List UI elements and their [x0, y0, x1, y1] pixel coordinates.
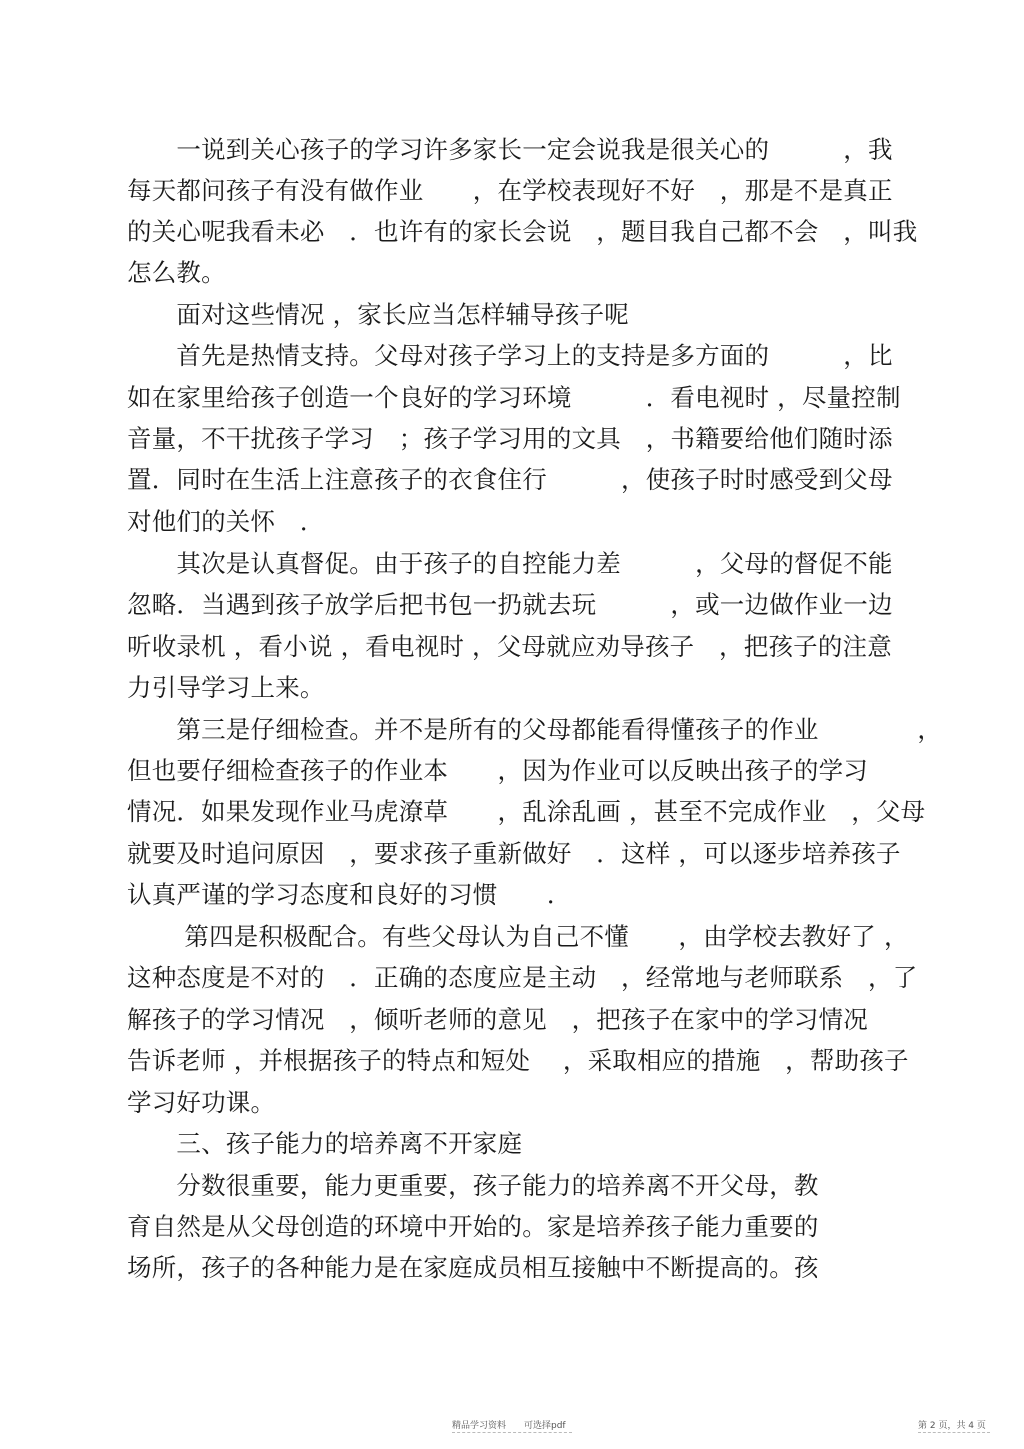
text-line: 音量，不干扰孩子学习 ；孩子学习用的文具 ，书籍要给他们随时添	[127, 424, 893, 453]
text-line: 但也要仔细检查孩子的作业本 ，因为作业可以反映出孩子的学习	[127, 756, 868, 785]
section-heading: 三、孩子能力的培养离不开家庭	[127, 1129, 523, 1158]
text-line: 分数很重要，能力更重要，孩子能力的培养离不开父母，教	[127, 1171, 819, 1200]
text-line: 每天都问孩子有没有做作业 ，在学校表现好不好 ，那是不是真正	[127, 176, 893, 205]
text-line: 的关心呢我看未必 ．也许有的家长会说 ，题目我自己都不会 ，叫我	[127, 217, 918, 246]
text-line: 置．同时在生活上注意孩子的衣食住行 ，使孩子时时感受到父母	[127, 465, 893, 494]
text-line: 如在家里给孩子创造一个良好的学习环境 ．看电视时 ，尽量控制	[127, 383, 901, 412]
footer-divider	[918, 1432, 990, 1433]
text-line: 面对这些情况 ，家长应当怎样辅导孩子呢	[127, 300, 629, 329]
footer-divider	[452, 1432, 572, 1433]
text-line: 听收录机 ，看小说 ，看电视时 ，父母就应劝导孩子 ，把孩子的注意	[127, 632, 892, 661]
text-line: 育自然是从父母创造的环境中开始的。家是培养孩子能力重要的	[127, 1212, 819, 1241]
text-line: 第三是仔细检查。并不是所有的父母都能看得懂孩子的作业 ，	[127, 715, 943, 744]
text-line: 学习好功课。	[127, 1088, 276, 1117]
text-line: 解孩子的学习情况 ，倾听老师的意见 ，把孩子在家中的学习情况	[127, 1005, 868, 1034]
text-line: 第四是积极配合。有些父母认为自己不懂 ，由学校去教好了 ，	[127, 922, 909, 951]
footer-watermark: 精品学习资料 可选择pdf	[452, 1421, 566, 1431]
text-line: 情况．如果发现作业马虎潦草 ，乱涂乱画 ，甚至不完成作业 ，父母	[127, 797, 926, 826]
text-line: 告诉老师 ，并根据孩子的特点和短处 ，采取相应的措施 ，帮助孩子	[127, 1046, 909, 1075]
text-line: 怎么教。	[127, 258, 226, 287]
text-line: 首先是热情支持。父母对孩子学习上的支持是多方面的 ，比	[127, 341, 893, 370]
text-line: 忽略．当遇到孩子放学后把书包一扔就去玩 ，或一边做作业一边	[127, 590, 893, 619]
text-line: 其次是认真督促。由于孩子的自控能力差 ，父母的督促不能	[127, 549, 893, 578]
text-line: 就要及时追问原因 ，要求孩子重新做好 ．这样 ，可以逐步培养孩子	[127, 839, 901, 868]
text-line: 力引导学习上来。	[127, 673, 325, 702]
text-line: 对他们的关怀 ．	[127, 507, 325, 536]
page-number: 第 2 页，共 4 页	[918, 1421, 986, 1431]
text-line: 场所，孩子的各种能力是在家庭成员相互接触中不断提高的。孩	[127, 1253, 819, 1282]
text-line: 认真严谨的学习态度和良好的习惯 ．	[127, 880, 572, 909]
text-line: 这种态度是不对的 ．正确的态度应是主动 ，经常地与老师联系 ，了	[127, 963, 918, 992]
text-line: 一说到关心孩子的学习许多家长一定会说我是很关心的 ，我	[127, 135, 893, 164]
